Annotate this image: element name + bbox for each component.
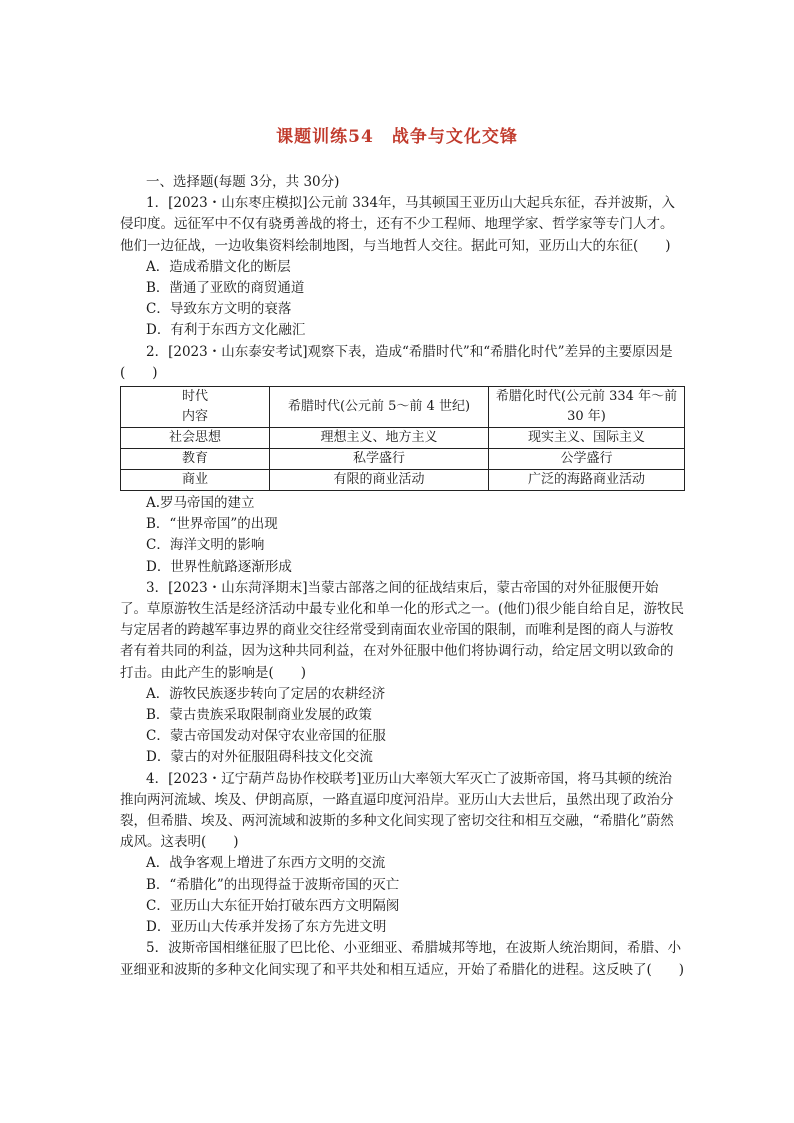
table-header-col2: 希腊化时代(公元前 334 年～前 30 年) xyxy=(489,387,685,428)
table-row-label: 教育 xyxy=(121,449,270,470)
table-row xyxy=(121,428,685,449)
table-cell: 有限的商业活动 xyxy=(270,470,489,491)
question-1-option-a: A．造成希腊文化的断层 xyxy=(146,258,291,275)
question-3-option-a: A．游牧民族逐步转向了定居的农耕经济 xyxy=(146,685,386,702)
question-4-option-b: B．“希腊化”的出现得益于波斯帝国的灭亡 xyxy=(146,876,400,893)
question-4-option-c: C．亚历山大东征开始打破东西方文明隔阂 xyxy=(146,897,400,914)
question-2-option-a: A.罗马帝国的建立 xyxy=(146,495,255,512)
table-header-col1: 希腊时代(公元前 5～前 4 世纪) xyxy=(270,387,489,428)
question-2-option-d: D．世界性航路逐渐形成 xyxy=(146,558,292,575)
table-corner-cell xyxy=(121,387,270,428)
table-corner-bottom: 内容 xyxy=(181,409,208,425)
question-1-option-c: C．导致东方文明的衰落 xyxy=(146,301,292,318)
table-cell: 广泛的海路商业活动 xyxy=(489,470,685,491)
question-1-option-b: B．凿通了亚欧的商贸通道 xyxy=(146,280,305,297)
question-5-stem: 5．波斯帝国相继征服了巴比伦、小亚细亚、希腊城邦等地，在波斯人统治期间，希腊、小亚细亚和波斯的多种文化间实现了和平共处和相互适应，开始了希腊化的进程。这反映了( ) xyxy=(120,940,685,978)
question-2-stem: 2．[2023・山东泰安考试]观察下表，造成“希腊时代”和“希腊化时代”差异的主要原因是( ) xyxy=(120,343,673,381)
question-2-option-b: B．“世界帝国”的出现 xyxy=(146,516,278,533)
table-cell: 公学盛行 xyxy=(489,449,685,470)
question-3-option-b: B．蒙古贵族采取限制商业发展的政策 xyxy=(146,707,372,724)
table-row-label: 商业 xyxy=(121,470,270,491)
table-cell: 理想主义、地方主义 xyxy=(270,428,489,449)
table-row xyxy=(121,470,685,491)
question-4-stem: 4．[2023・辽宁葫芦岛协作校联考]亚历山大率领大军灭亡了波斯帝国，将马其顿的统治推向两河流域、埃及、伊朗高原，一路直逼印度河沿岸。亚历山大去世后，虽然出现了政治分裂，但希腊、埃及、两河流域和波斯的多种文化间实现了密切交往和相互交融，“希腊化”蔚然成风。这表明( ) xyxy=(120,770,674,851)
table-cell: 私学盛行 xyxy=(270,449,489,470)
question-3-option-d: D．蒙古的对外征服阻碍科技文化交流 xyxy=(146,749,373,766)
table-header-row xyxy=(121,387,685,428)
question-3-stem: 3．[2023・山东菏泽期末]当蒙古部落之间的征战结束后，蒙古帝国的对外征服便开始了。草原游牧生活是经济活动中最专业化和单一化的形式之一。(他们)很少能自给自足，游牧民与定居者的跨越军事边界的商业交往经常受到南面农业帝国的限制，而唯利是图的商人与游牧者有着共同的利益，因为这种共同利益，在对外征服中他们将协调行动，给定居文明以致命的打击。由此产生的影响是( ) xyxy=(120,579,685,681)
section-heading: 一、选择题(每题 3分，共 30分) xyxy=(146,174,340,190)
question-4-option-d: D．亚历山大传承并发扬了东方先进文明 xyxy=(146,919,387,936)
table-row xyxy=(121,449,685,470)
question-3-option-c: C．蒙古帝国发动对保守农业帝国的征服 xyxy=(146,728,386,745)
question-1-option-d: D．有利于东西方文化融汇 xyxy=(146,322,306,339)
comparison-table xyxy=(120,386,685,491)
question-content xyxy=(120,172,685,981)
page-title: 课题训练54 战争与文化交锋 xyxy=(276,127,518,147)
question-2-option-c: C．海洋文明的影响 xyxy=(146,537,265,554)
table-corner-top: 时代 xyxy=(181,389,208,405)
table-cell: 现实主义、国际主义 xyxy=(489,428,685,449)
question-1-stem: 1．[2023・山东枣庄模拟]公元前 334年，马其顿国王亚历山大起兵东征，吞并波斯，入侵印度。远征军中不仅有骁勇善战的将士，还有不少工程师、地理学家、哲学家等专门人才。他们一边征战，一边收集资料绘制地图，与当地哲人交往。据此可知，亚历山大的东征( ) xyxy=(120,195,676,254)
table-row-label: 社会思想 xyxy=(121,428,270,449)
question-4-option-a: A．战争客观上增进了东西方文明的交流 xyxy=(146,855,386,872)
